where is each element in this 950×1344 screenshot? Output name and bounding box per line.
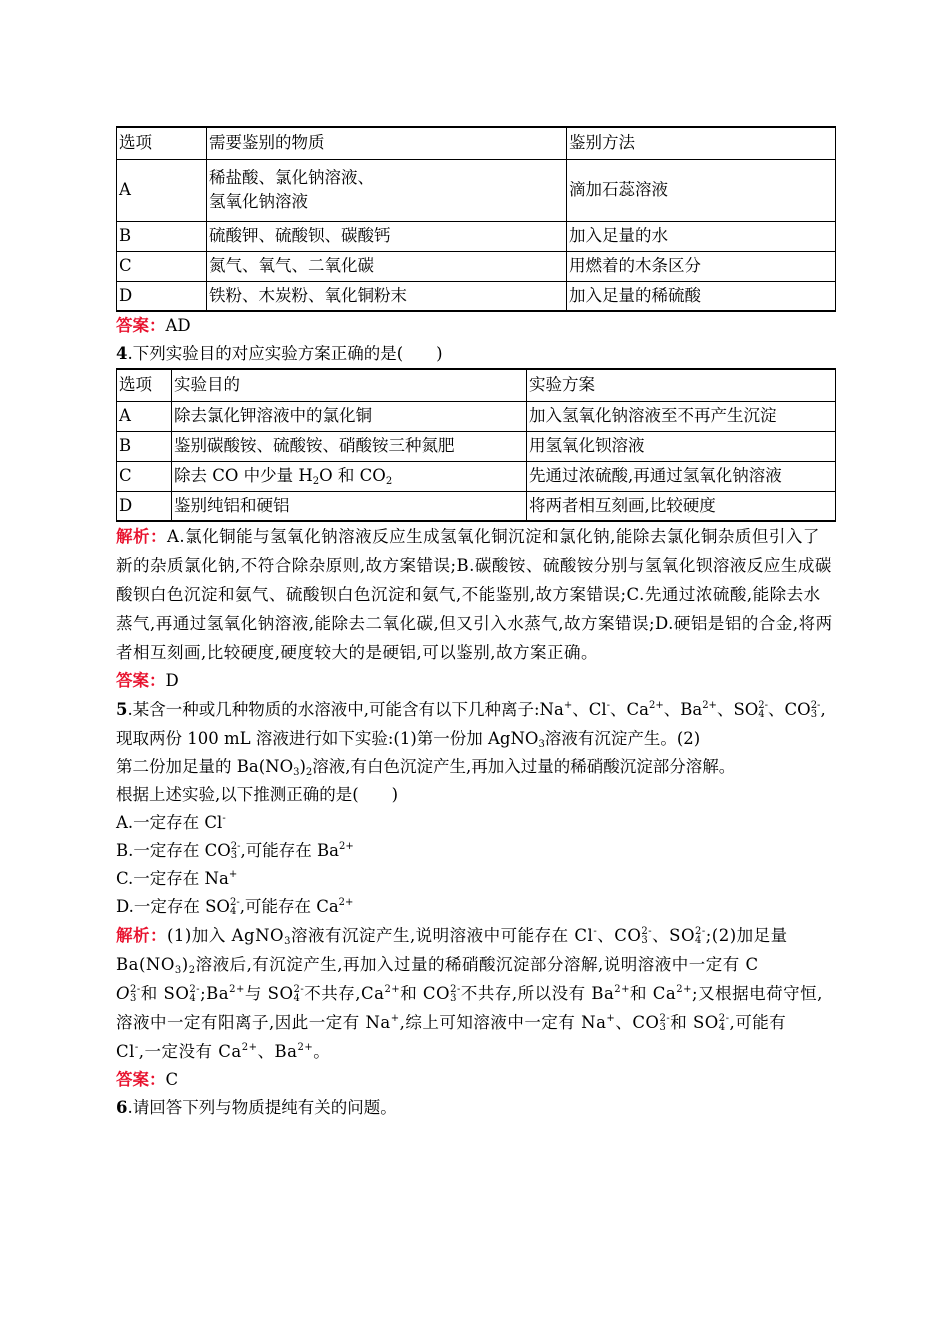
table-cell-method: 加入足量的稀硫酸 <box>567 281 836 311</box>
question-5-stem-cont: 第二份加足量的 $Ba(NO_3)_2$溶液,有白色沉淀产生,再加入过量的稀硝酸沉淀部分溶解。 <box>116 757 736 778</box>
table-cell-plan: 先通过浓硫酸,再通过氢氧化钠溶液 <box>527 461 836 491</box>
option-d: D.一定存在 SO 2- 4 ,可能存在 $Ca^{2+}$ <box>116 897 354 917</box>
identification-table <box>116 126 836 312</box>
table-cell-option: B <box>117 221 207 251</box>
table-cell-substances: 硫酸钾、硫酸钡、碳酸钙 <box>207 221 567 251</box>
table-cell-purpose: 鉴别纯铝和硬铝 <box>172 491 527 521</box>
option-a: A.一定存在 Cl- <box>116 813 226 832</box>
document-page <box>116 126 836 1122</box>
question-5-analysis: 解析：(1)加入 AgNO$_3$溶液有沉淀产生,说明溶液中可能存在 Cl-、CO 2- 3 、SO 2- 4 ;(2)加足量 $Ba(NO_3)_2$溶液后,有沉淀产生,再加入过量的稀硝酸沉淀部分溶解,说明溶液中一定有 C O 2- 3 和 SO 2- 4 $;Ba^{2+}$与 SO 2- 4 不共存$,Ca^{2+}$和 CO 2- 3 不共存,所以没有 $Ba^{2+}$和 $Ca^{2+}$;又根据电荷守恒, 溶液中一定有阳离子,因此一定有 Na+,综上可知溶液中一定有 Na+、CO 2- 3 和 SO 2- 4 ,可能有 Cl-,一定没有 $Ca^{2+}$、$Ba^{2+}$。 <box>116 926 823 1061</box>
table-cell-method: 加入足量的水 <box>567 221 836 251</box>
table-header-option: 选项 <box>117 127 207 159</box>
table-cell-plan: 用氢氧化钡溶液 <box>527 431 836 461</box>
table-row <box>117 431 836 461</box>
table-cell-substances: 铁粉、木炭粉、氧化铜粉末 <box>207 281 567 311</box>
question-6-stem: 6.请回答下列与物质提纯有关的问题。 <box>116 1098 397 1117</box>
table-row <box>117 251 836 281</box>
experiment-table <box>116 368 836 522</box>
table-header-plan: 实验方案 <box>527 369 836 401</box>
table-header-purpose: 实验目的 <box>172 369 527 401</box>
answer-line: 答案：AD <box>116 316 191 335</box>
table-cell-option: D <box>117 281 207 311</box>
table-cell-option: A <box>117 159 207 221</box>
table-row <box>117 401 836 431</box>
option-c: C.一定存在 Na+ <box>116 869 238 888</box>
table-cell-option: B <box>117 431 172 461</box>
table-cell-option: C <box>117 251 207 281</box>
table-row <box>117 159 836 221</box>
question-5-answer: 答案：C <box>116 1070 179 1089</box>
table-row <box>117 221 836 251</box>
table-cell-method: 滴加石蕊溶液 <box>567 159 836 221</box>
question-4-stem: 4.下列实验目的对应实验方案正确的是( ) <box>116 344 443 363</box>
table-header-option: 选项 <box>117 369 172 401</box>
table-header-method: 鉴别方法 <box>567 127 836 159</box>
option-b: B.一定存在 CO 2- 3 ,可能存在 $Ba^{2+}$ <box>116 841 354 861</box>
table-header-substances: 需要鉴别的物质 <box>207 127 567 159</box>
table-cell-option: C <box>117 461 172 491</box>
question-5-stem: 5.某含一种或几种物质的水溶液中,可能含有以下几种离子:Na+、Cl-、$Ca^{2+}$、$Ba^{2+}$、SO 2- 4 、CO 2- 3 ,现取两份 100 mL 溶液进行如下实验:(1)第一份加 AgNO$_3$溶液有沉淀产生。(2) <box>116 700 826 750</box>
question-4-analysis: 解析：A.氯化铜能与氢氧化钠溶液反应生成氢氧化铜沉淀和氯化钠,能除去氯化铜杂质但引入了新的杂质氯化钠,不符合除杂原则,故方案错误;B.碳酸铵、硫酸铵分别与氢氧化钡溶液反应生成碳酸钡白色沉淀和氨气、硫酸钡白色沉淀和氨气,不能鉴别,故方案错误;C.先通过浓硫酸,能除去水蒸气,再通过氢氧化钠溶液,能除去二氧化碳,但又引入水蒸气,故方案错误;D.硬铝是铝的合金,将两者相互刻画,比较硬度,硬度较大的是硬铝,可以鉴别,故方案正确。 <box>116 527 833 662</box>
table-cell-option: D <box>117 491 172 521</box>
table-row <box>117 461 836 491</box>
table-cell-purpose: 除去氯化钾溶液中的氯化铜 <box>172 401 527 431</box>
table-cell-substances: 氮气、氧气、二氧化碳 <box>207 251 567 281</box>
table-cell-method: 用燃着的木条区分 <box>567 251 836 281</box>
table-cell-plan: 加入氢氧化钠溶液至不再产生沉淀 <box>527 401 836 431</box>
table-cell-option: A <box>117 401 172 431</box>
table-row <box>117 491 836 521</box>
table-row <box>117 281 836 311</box>
table-cell-plan: 将两者相互刻画,比较硬度 <box>527 491 836 521</box>
question-4-answer: 答案：D <box>116 671 179 690</box>
table-cell-purpose: 鉴别碳酸铵、硫酸铵、硝酸铵三种氮肥 <box>172 431 527 461</box>
table-cell-substances: 稀盐酸、氯化钠溶液、 氢氧化钠溶液 <box>207 159 567 221</box>
table-cell-purpose: 除去 CO 中少量 $H_2O$ 和 $CO_2$ <box>172 461 527 491</box>
question-5-prompt: 根据上述实验,以下推测正确的是( ) <box>116 785 399 804</box>
